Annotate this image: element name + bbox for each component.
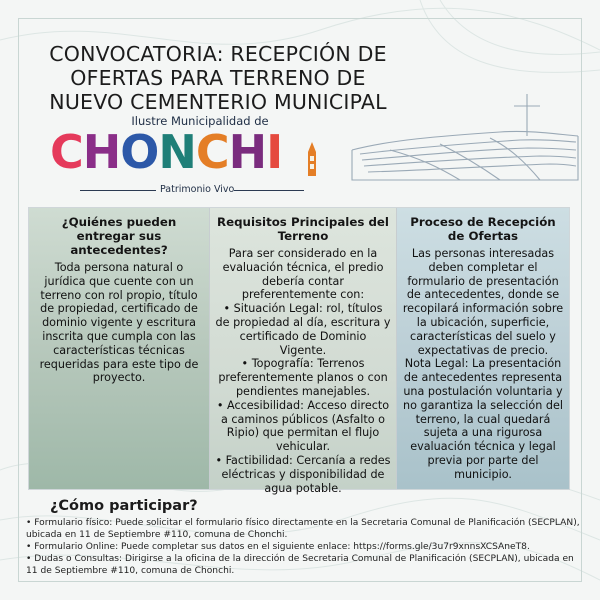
column-line: requeridas para este tipo de	[39, 357, 199, 371]
column-line: jurídica que cuente con un	[44, 274, 194, 288]
chonchi-logo	[50, 114, 340, 196]
logo-rule-left	[80, 190, 156, 191]
column-line: recopilará información sobre	[402, 302, 564, 316]
column-line: • Situación Legal: rol, títulos	[223, 302, 383, 316]
title-line: OFERTAS PARA TERRENO DE	[70, 66, 366, 90]
column-line: de propiedad, certificado de	[40, 302, 198, 316]
column-line: formulario de presentación	[407, 274, 559, 288]
column-line: vehicular.	[275, 440, 331, 454]
how-item-physical-form: • Formulario físico: Puede solicitar el formulario físico directamente en la Secretaria Comunal de Planificación (SECPLAN), ubicada en 11 de Septiembre #110, comuna de Chonchi.	[26, 518, 580, 540]
column-who	[29, 208, 209, 489]
column-line: una postulación voluntaria y	[403, 384, 563, 398]
column-line: inscrita que cumpla con las	[42, 329, 196, 343]
column-line: • Factibilidad: Cercanía a redes	[215, 453, 391, 467]
column-line: • Topografía: Terrenos	[241, 357, 365, 371]
column-line: preferentemente planos o con	[218, 371, 388, 385]
column-line: de antecedentes, donde se	[406, 288, 560, 302]
logo-bottom-text: Patrimonio Vivo	[160, 184, 235, 195]
column-line: Para ser considerado en la	[228, 247, 378, 260]
church-tower-icon	[304, 142, 320, 178]
column-body	[34, 261, 204, 385]
column-line: pendientes manejables.	[235, 384, 371, 398]
page-title	[38, 42, 398, 114]
column-line: Ripio) que permitan el flujo	[226, 426, 380, 440]
column-line: municipio.	[454, 467, 512, 481]
column-line: Las personas interesadas	[411, 247, 555, 260]
column-line: características del suelo y	[410, 329, 556, 343]
hill-cross-illustration	[350, 92, 580, 192]
column-line: proyecto.	[92, 371, 146, 385]
how-item-questions: • Dudas o Consultas: Dirigirse a la oficina de la dirección de Secretaria Comunal de Planificación (SECPLAN), ubicada en 11 de Septiembre #110, comuna de Chonchi.	[26, 554, 574, 576]
column-line: no garantiza la selección del	[403, 398, 563, 412]
logo-letter: N	[158, 125, 196, 179]
how-list	[26, 517, 582, 577]
column-heading: ¿Quiénes pueden entregar sus antecedentes?	[61, 215, 177, 257]
column-line: deben completar el	[428, 260, 538, 274]
logo-letter: C	[50, 125, 83, 179]
how-heading: ¿Cómo participar?	[50, 498, 198, 514]
column-line: • Accesibilidad: Acceso directo	[216, 398, 390, 412]
how-item-online-form: • Formulario Online: Puede completar sus datos en el siguiente enlace: https://forms.gle/3u7r9xnnsXCSAneT8.	[26, 542, 530, 552]
column-line: a caminos públicos (Asfalto o	[220, 412, 386, 426]
how-to-participate	[26, 497, 582, 577]
logo-wordmark	[50, 126, 282, 178]
logo-letter: O	[120, 125, 159, 179]
column-line: agua potable.	[264, 481, 342, 495]
column-heading: Proceso de Recepción de Ofertas	[410, 215, 556, 243]
column-line: sujeta a una rigurosa	[423, 426, 543, 440]
column-line: evaluación técnica, el predio	[222, 260, 384, 274]
title-line: CONVOCATORIA: RECEPCIÓN DE	[49, 42, 387, 66]
logo-letter: I	[266, 125, 283, 179]
column-line: de antecedentes representa	[403, 371, 563, 385]
logo-letter: C	[195, 125, 229, 179]
column-line: debería contar	[261, 274, 345, 288]
column-line: certificado de Dominio Vigente.	[239, 329, 367, 357]
column-line: eléctricas y disponibilidad de	[221, 467, 385, 481]
column-heading: Requisitos Principales del Terreno	[217, 215, 389, 243]
column-line: evaluación técnica y legal	[410, 440, 556, 454]
column-line: dominio vigente y escritura	[42, 316, 196, 330]
column-line: previa por parte del	[427, 453, 539, 467]
column-line: preferentemente con:	[241, 288, 365, 302]
column-line: Toda persona natural o	[54, 261, 184, 274]
column-line: la ubicación, superficie,	[416, 315, 550, 329]
column-requirements	[209, 208, 396, 495]
logo-top-text: Ilustre Municipalidad de	[131, 114, 269, 128]
column-line: de propiedad al día, escritura y	[215, 315, 391, 329]
column-process	[396, 208, 569, 489]
column-body	[215, 247, 391, 495]
info-columns	[28, 207, 570, 495]
logo-rule-right	[234, 190, 304, 191]
column-line: características técnicas	[53, 343, 185, 357]
column-line: terreno con rol propio, título	[40, 288, 198, 302]
column-line: terreno, la cual quedará	[415, 412, 551, 426]
logo-letter: H	[228, 125, 267, 179]
column-line: expectativas de precio.	[417, 343, 549, 357]
column-line: Nota Legal: La presentación	[404, 357, 562, 371]
column-body	[402, 247, 564, 482]
title-line: NUEVO CEMENTERIO MUNICIPAL	[49, 90, 387, 114]
logo-letter: H	[82, 125, 121, 179]
